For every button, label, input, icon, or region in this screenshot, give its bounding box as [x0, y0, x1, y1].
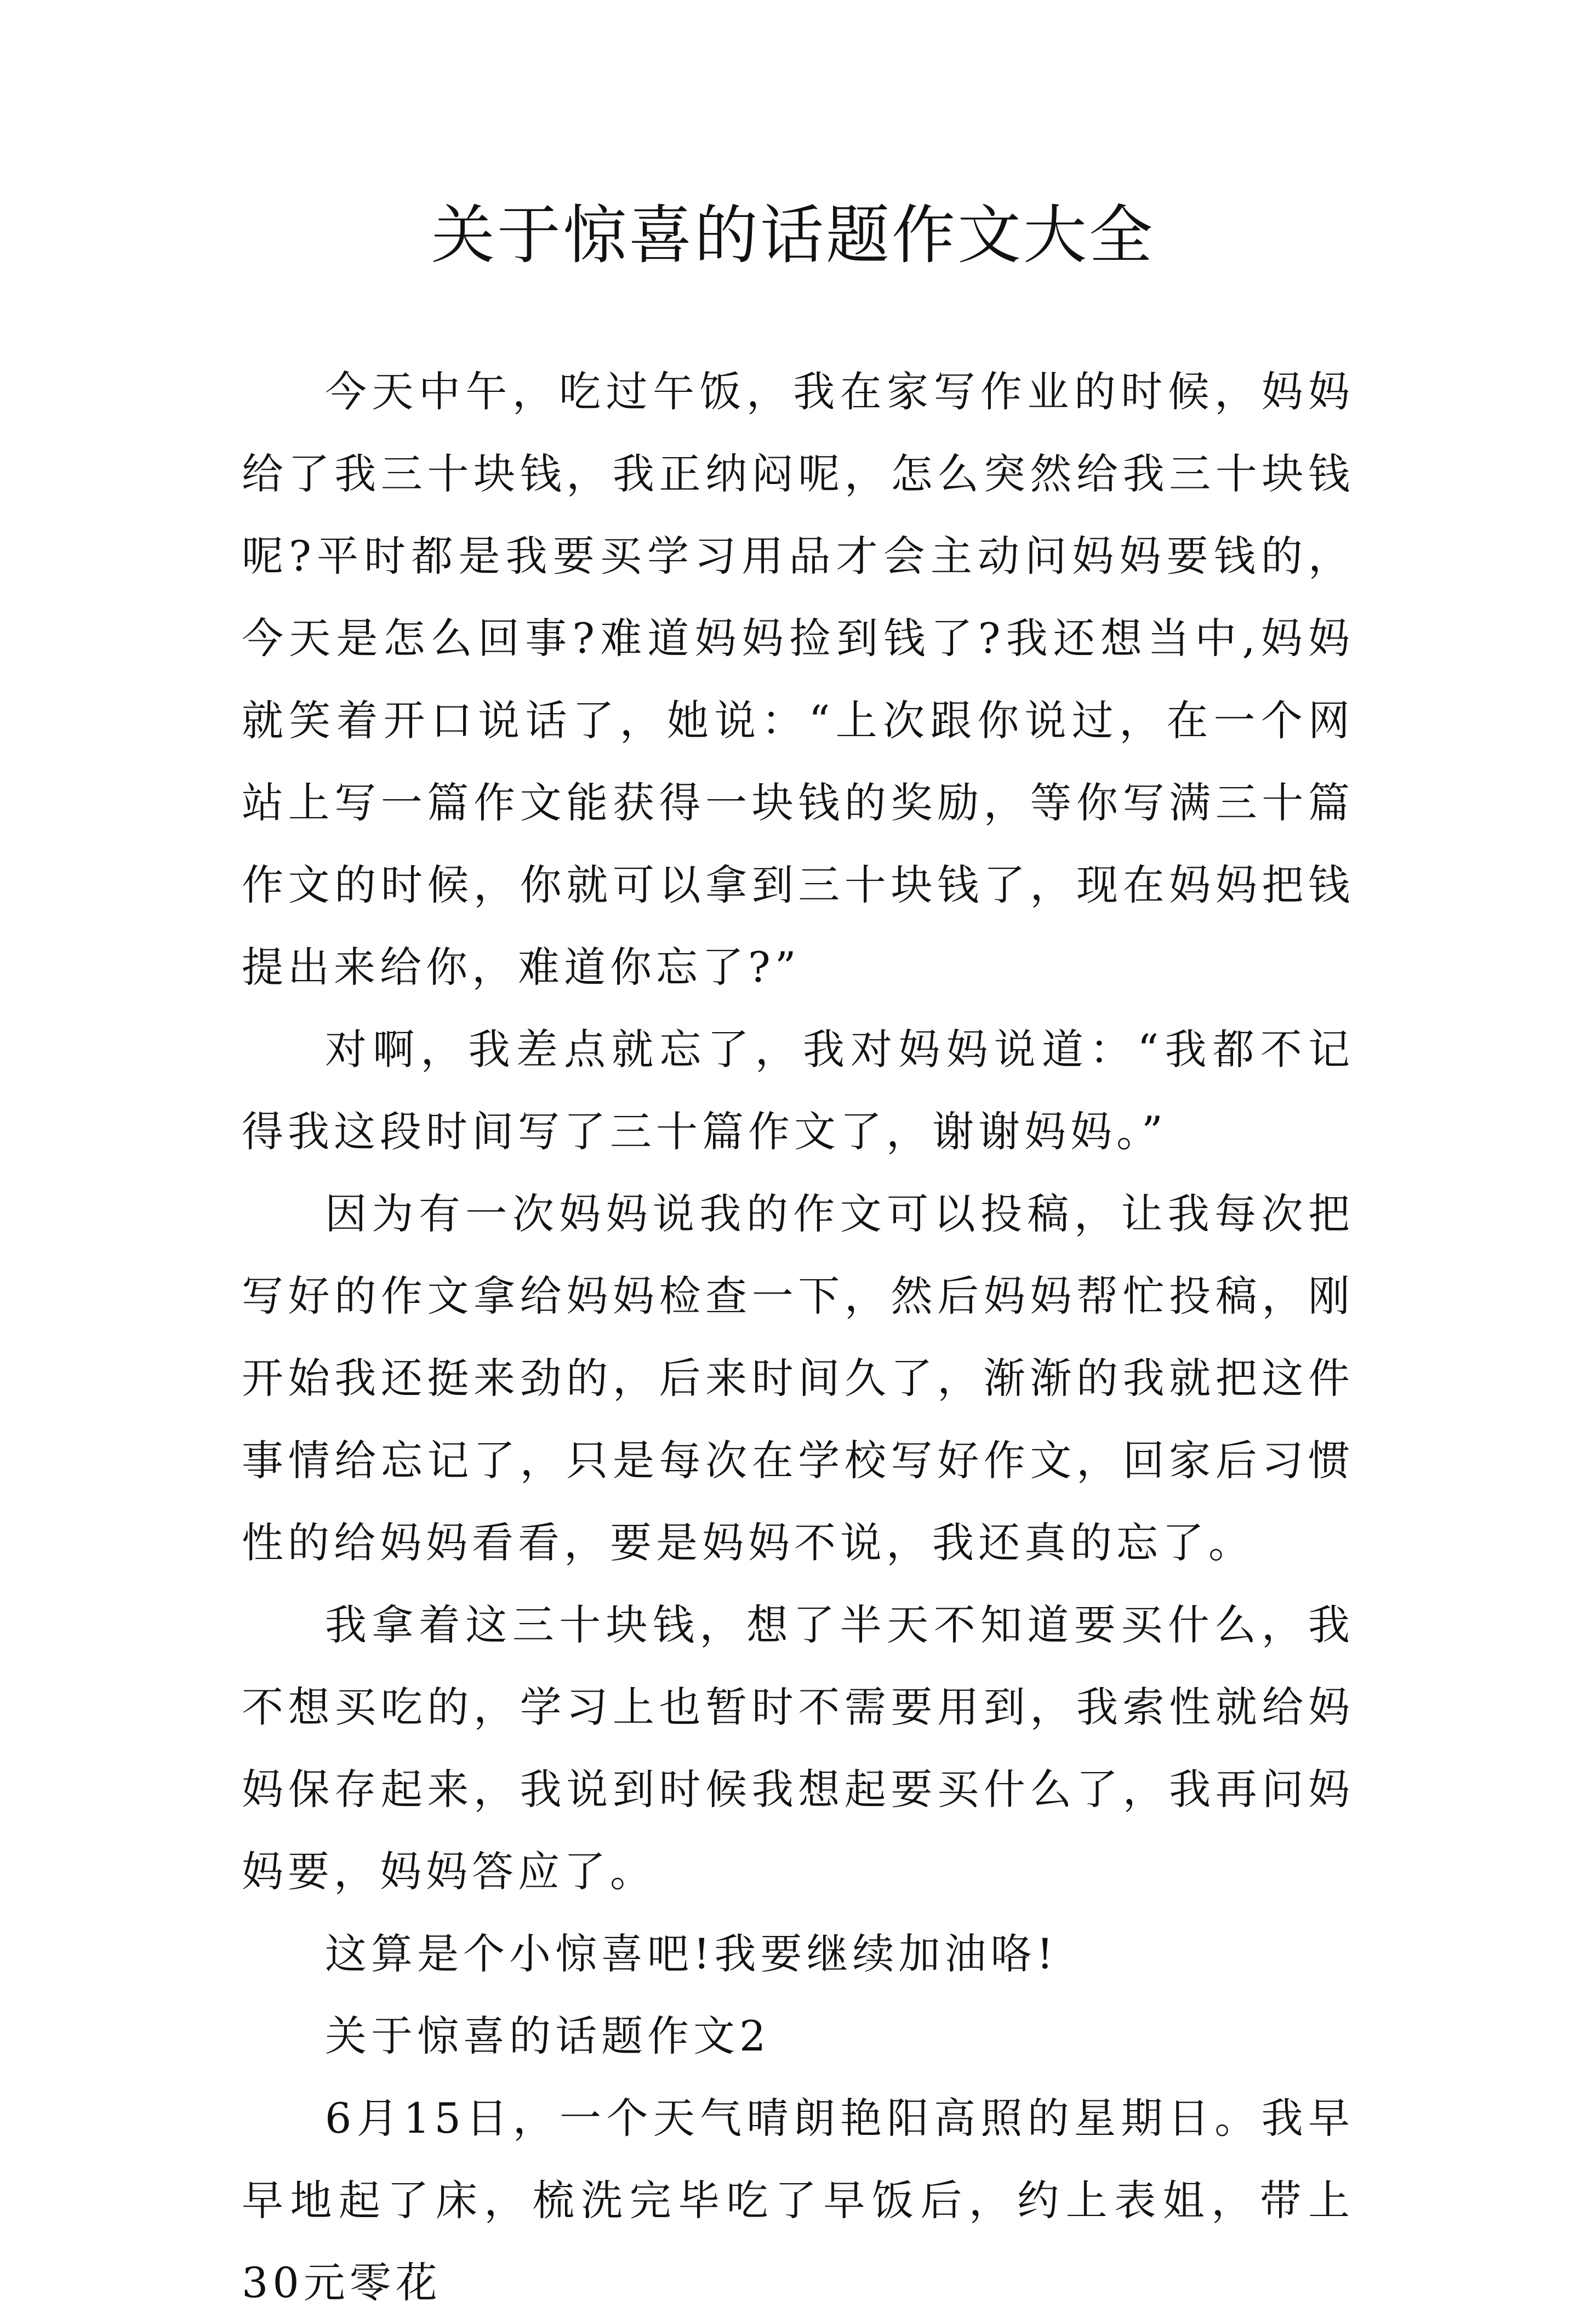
document-title: 关于惊喜的话题作文大全 — [431, 198, 1155, 272]
paragraph: 我拿着这三十块钱，想了半天不知道要买什么，我不想买吃的，学习上也暂时不需要用到，我索性就给妈妈保存起来，我说到时候我想起要买什么了，我再问妈妈要，妈妈答应了。 — [242, 1600, 1354, 1896]
paragraph: 6月15日，一个天气晴朗艳阳高照的星期日。我早早地起了床，梳洗完毕吃了早饭后，约上表姐，带上30元零花 — [242, 2094, 1354, 2307]
section-heading: 关于惊喜的话题作文2 — [325, 2012, 771, 2060]
paragraph: 因为有一次妈妈说我的作文可以投稿，让我每次把写好的作文拿给妈妈检查一下，然后妈妈帮忙投稿，刚开始我还挺来劲的，后来时间久了，渐渐的我就把这件事情给忘记了，只是每次在学校写好作文，回家后习惯性的给妈妈看看，要是妈妈不说，我还真的忘了。 — [242, 1189, 1354, 1567]
paragraph: 这算是个小惊喜吧!我要继续加油咯! — [325, 1929, 1058, 1978]
paragraph: 对啊，我差点就忘了，我对妈妈说道：“我都不记得我这段时间写了三十篇作文了，谢谢妈妈。” — [242, 1025, 1354, 1156]
paragraph: 今天中午，吃过午饭，我在家写作业的时候，妈妈给了我三十块钱，我正纳闷呢，怎么突然给我三十块钱呢?平时都是我要买学习用品才会主动问妈妈要钱的，今天是怎么回事?难道妈妈捡到钱了?我还想当中,妈妈就笑着开口说话了，她说：“上次跟你说过，在一个网站上写一篇作文能获得一块钱的奖励，等你写满三十篇作文的时候，你就可以拿到三十块钱了，现在妈妈把钱提出来给你，难道你忘了?” — [242, 367, 1354, 992]
document-body — [242, 351, 1354, 2324]
